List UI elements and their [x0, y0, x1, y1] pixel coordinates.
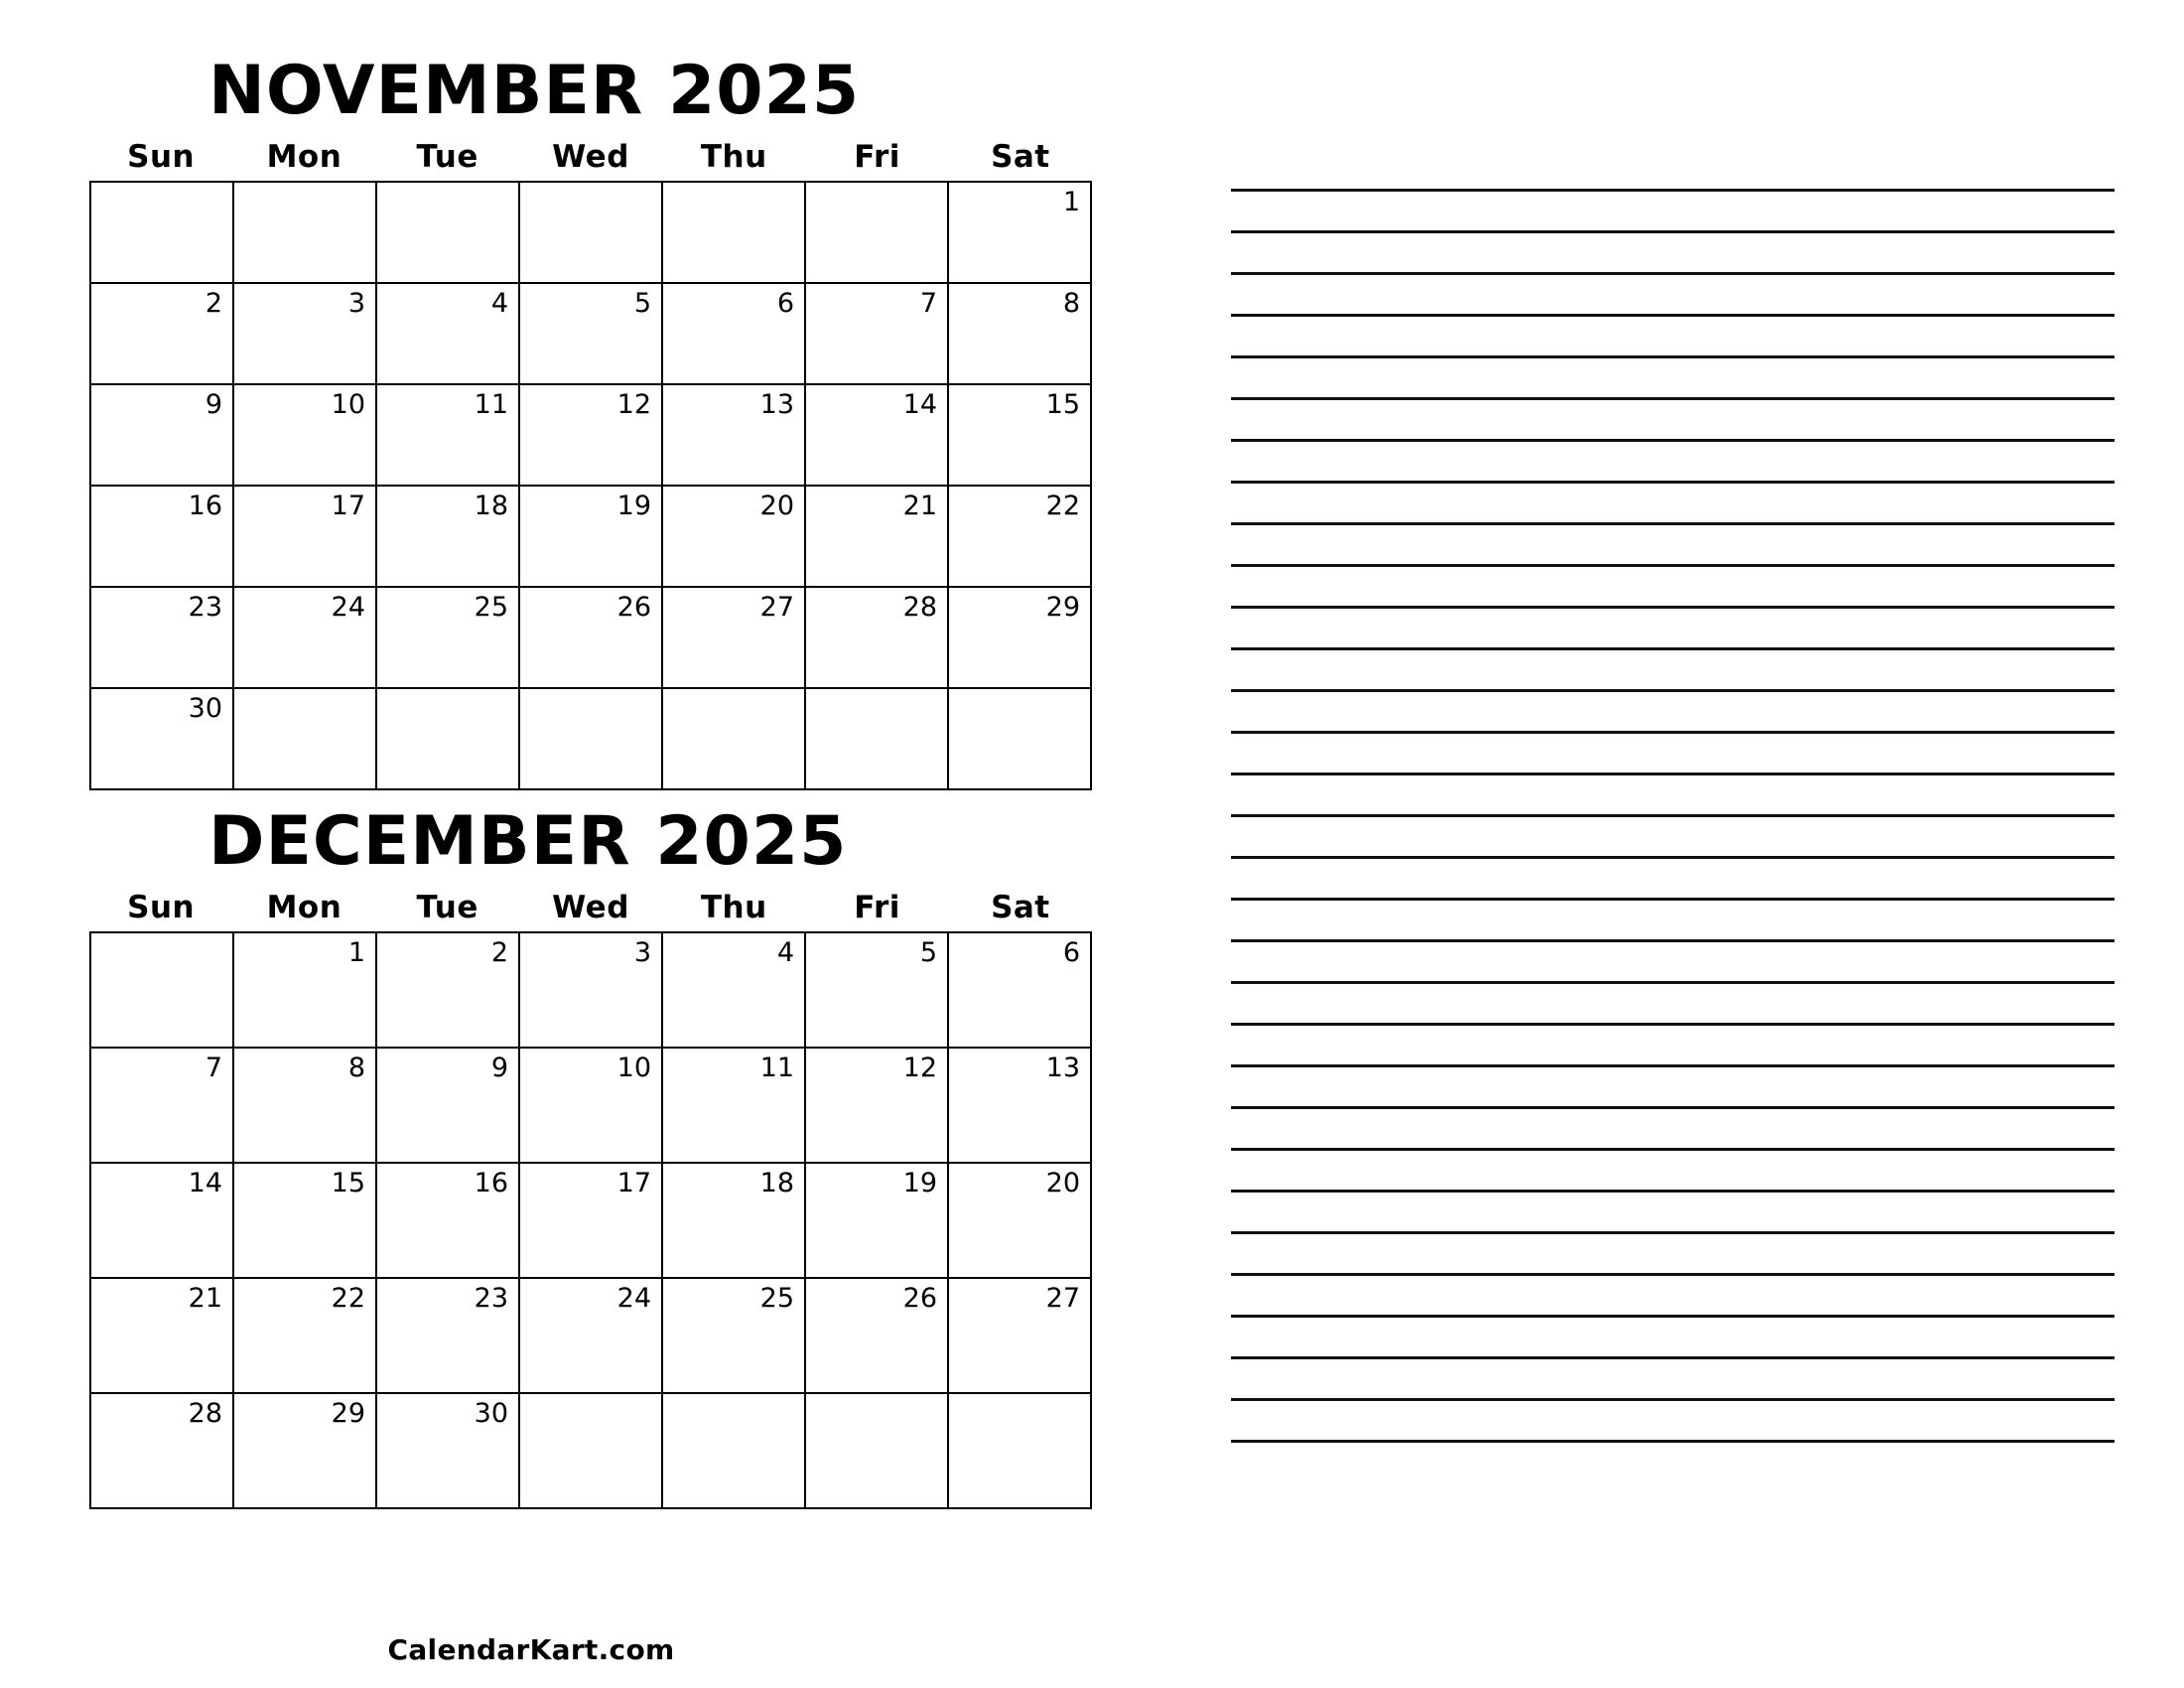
day-number: 14 [188, 1168, 222, 1198]
weekday-fri: Fri [854, 890, 900, 925]
note-line [1231, 1398, 2115, 1401]
note-line [1231, 689, 2115, 692]
day-number: 26 [902, 1283, 937, 1314]
day-number: 8 [347, 1053, 365, 1083]
day-number: 5 [633, 288, 651, 319]
day-number: 18 [474, 491, 508, 521]
calendar-day-cell [377, 588, 520, 689]
note-line [1231, 439, 2115, 442]
day-number: 20 [759, 491, 794, 521]
calendar-day-cell [520, 588, 663, 689]
calendar-day-cell [520, 284, 663, 385]
day-number: 15 [1045, 389, 1080, 420]
calendar-empty-cell [377, 689, 520, 790]
calendar-empty-cell [234, 689, 377, 790]
calendar-day-cell [234, 1164, 377, 1279]
day-number: 24 [616, 1283, 651, 1314]
calendar-day-cell [91, 284, 234, 385]
day-number: 2 [490, 937, 508, 968]
day-number: 16 [188, 491, 222, 521]
calendar-empty-cell [663, 183, 806, 284]
calendar-day-cell [806, 1164, 949, 1279]
day-number: 6 [776, 288, 794, 319]
weekday-tue: Tue [416, 890, 478, 925]
day-number: 25 [759, 1283, 794, 1314]
day-number: 19 [616, 491, 651, 521]
day-number: 4 [490, 288, 508, 319]
calendar-empty-cell [234, 183, 377, 284]
calendar-day-cell [806, 487, 949, 588]
calendar-day-cell [234, 1394, 377, 1509]
note-line [1231, 522, 2115, 525]
calendar-day-cell [949, 284, 1092, 385]
calendar-day-cell [234, 588, 377, 689]
weekday-wed: Wed [552, 890, 629, 925]
day-number: 13 [759, 389, 794, 420]
calendar-day-cell [377, 284, 520, 385]
day-number: 2 [205, 288, 222, 319]
weekday-sun: Sun [127, 139, 196, 175]
day-number: 1 [347, 937, 365, 968]
note-line [1231, 773, 2115, 775]
note-line [1231, 230, 2115, 233]
calendar-day-cell [663, 1164, 806, 1279]
calendar-day-cell [377, 1164, 520, 1279]
note-line [1231, 1231, 2115, 1234]
day-number: 9 [205, 389, 222, 420]
day-number: 7 [205, 1053, 222, 1083]
day-number: 26 [616, 592, 651, 623]
day-number: 12 [616, 389, 651, 420]
day-number: 11 [759, 1053, 794, 1083]
calendar-day-cell [520, 933, 663, 1049]
calendar-day-cell [806, 385, 949, 487]
day-number: 8 [1062, 288, 1080, 319]
note-line [1231, 1106, 2115, 1109]
calendar-empty-cell [663, 1394, 806, 1509]
note-line [1231, 1273, 2115, 1276]
day-number: 9 [490, 1053, 508, 1083]
day-number: 16 [474, 1168, 508, 1198]
day-number: 28 [188, 1398, 222, 1429]
month-title-november: NOVEMBER 2025 [208, 52, 861, 130]
note-line [1231, 355, 2115, 358]
weekday-header-row-december [60, 890, 1122, 925]
calendar-day-cell [377, 1394, 520, 1509]
calendar-empty-cell [377, 183, 520, 284]
day-number: 30 [474, 1398, 508, 1429]
day-number: 4 [776, 937, 794, 968]
calendar-column [60, 40, 1122, 1688]
day-number: 23 [188, 592, 222, 623]
calendar-empty-cell [806, 1394, 949, 1509]
weekday-wed: Wed [552, 139, 629, 175]
month-block-november [60, 40, 1122, 790]
calendar-day-cell [377, 1279, 520, 1394]
calendar-empty-cell [806, 689, 949, 790]
day-number: 29 [1045, 592, 1080, 623]
day-number: 12 [902, 1053, 937, 1083]
calendar-day-cell [949, 487, 1092, 588]
calendar-day-cell [663, 1049, 806, 1164]
note-line [1231, 314, 2115, 317]
calendar-day-cell [91, 1049, 234, 1164]
calendar-day-cell [520, 385, 663, 487]
calendar-day-cell [949, 1049, 1092, 1164]
day-number: 10 [616, 1053, 651, 1083]
calendar-day-cell [520, 487, 663, 588]
day-number: 3 [633, 937, 651, 968]
note-line [1231, 189, 2115, 192]
calendar-day-cell [234, 487, 377, 588]
day-number: 21 [902, 491, 937, 521]
calendar-empty-cell [91, 933, 234, 1049]
calendar-day-cell [520, 1279, 663, 1394]
calendar-day-cell [949, 933, 1092, 1049]
month-block-december [60, 790, 1122, 1509]
calendar-day-cell [806, 1049, 949, 1164]
calendar-empty-cell [91, 183, 234, 284]
calendar-empty-cell [806, 183, 949, 284]
calendar-day-cell [91, 385, 234, 487]
note-line [1231, 606, 2115, 609]
note-line [1231, 1148, 2115, 1151]
calendar-day-cell [234, 1279, 377, 1394]
note-line [1231, 397, 2115, 400]
calendar-day-cell [806, 284, 949, 385]
calendar-grid-november [89, 181, 1092, 790]
calendar-day-cell [806, 588, 949, 689]
calendar-day-cell [949, 1164, 1092, 1279]
calendar-empty-cell [520, 1394, 663, 1509]
day-number: 10 [331, 389, 365, 420]
day-number: 24 [331, 592, 365, 623]
calendar-day-cell [949, 1279, 1092, 1394]
day-number: 22 [331, 1283, 365, 1314]
weekday-mon: Mon [266, 139, 342, 175]
day-number: 7 [919, 288, 937, 319]
day-number: 27 [1045, 1283, 1080, 1314]
day-number: 25 [474, 592, 508, 623]
month-title-december: DECEMBER 2025 [208, 802, 848, 881]
weekday-thu: Thu [700, 890, 767, 925]
notes-lines-area [1231, 189, 2115, 1688]
calendar-day-cell [91, 689, 234, 790]
calendar-day-cell [663, 588, 806, 689]
calendar-grid-december [89, 931, 1092, 1509]
calendar-day-cell [377, 385, 520, 487]
note-line [1231, 564, 2115, 567]
calendar-day-cell [377, 1049, 520, 1164]
calendar-day-cell [234, 385, 377, 487]
note-line [1231, 939, 2115, 942]
weekday-sat: Sat [991, 139, 1050, 175]
calendar-day-cell [520, 1049, 663, 1164]
calendar-day-cell [377, 487, 520, 588]
calendar-day-cell [91, 588, 234, 689]
day-number: 11 [474, 389, 508, 420]
calendar-day-cell [949, 385, 1092, 487]
day-number: 19 [902, 1168, 937, 1198]
day-number: 14 [902, 389, 937, 420]
day-number: 28 [902, 592, 937, 623]
note-line [1231, 1356, 2115, 1359]
day-number: 23 [474, 1283, 508, 1314]
note-line [1231, 856, 2115, 859]
day-number: 17 [331, 491, 365, 521]
weekday-header-row-november [60, 139, 1122, 175]
calendar-day-cell [234, 1049, 377, 1164]
day-number: 20 [1045, 1168, 1080, 1198]
day-number: 27 [759, 592, 794, 623]
calendar-day-cell [949, 588, 1092, 689]
note-line [1231, 981, 2115, 984]
weekday-sat: Sat [991, 890, 1050, 925]
day-number: 30 [188, 693, 222, 724]
day-number: 1 [1062, 187, 1080, 217]
calendar-day-cell [91, 1394, 234, 1509]
calendar-empty-cell [949, 1394, 1092, 1509]
note-line [1231, 731, 2115, 734]
calendar-day-cell [806, 1279, 949, 1394]
day-number: 18 [759, 1168, 794, 1198]
note-line [1231, 1190, 2115, 1193]
site-credit: CalendarKart.com [387, 1633, 675, 1666]
calendar-empty-cell [663, 689, 806, 790]
weekday-tue: Tue [416, 139, 478, 175]
day-number: 5 [919, 937, 937, 968]
day-number: 13 [1045, 1053, 1080, 1083]
calendar-day-cell [663, 1279, 806, 1394]
calendar-empty-cell [949, 689, 1092, 790]
note-line [1231, 1064, 2115, 1067]
calendar-day-cell [663, 933, 806, 1049]
calendar-day-cell [520, 1164, 663, 1279]
note-line [1231, 272, 2115, 275]
weekday-fri: Fri [854, 139, 900, 175]
note-line [1231, 1023, 2115, 1026]
note-line [1231, 898, 2115, 901]
calendar-day-cell [663, 487, 806, 588]
day-number: 21 [188, 1283, 222, 1314]
weekday-mon: Mon [266, 890, 342, 925]
day-number: 6 [1062, 937, 1080, 968]
day-number: 22 [1045, 491, 1080, 521]
calendar-day-cell [91, 1279, 234, 1394]
calendar-day-cell [91, 1164, 234, 1279]
calendar-day-cell [663, 385, 806, 487]
note-line [1231, 481, 2115, 484]
day-number: 17 [616, 1168, 651, 1198]
calendar-empty-cell [520, 689, 663, 790]
calendar-day-cell [234, 933, 377, 1049]
calendar-day-cell [949, 183, 1092, 284]
calendar-day-cell [377, 933, 520, 1049]
day-number: 3 [347, 288, 365, 319]
note-line [1231, 814, 2115, 817]
calendar-day-cell [806, 933, 949, 1049]
day-number: 29 [331, 1398, 365, 1429]
calendar-empty-cell [520, 183, 663, 284]
day-number: 15 [331, 1168, 365, 1198]
note-line [1231, 647, 2115, 650]
calendar-day-cell [91, 487, 234, 588]
calendar-day-cell [234, 284, 377, 385]
weekday-sun: Sun [127, 890, 196, 925]
note-line [1231, 1315, 2115, 1318]
calendar-day-cell [663, 284, 806, 385]
weekday-thu: Thu [700, 139, 767, 175]
note-line [1231, 1440, 2115, 1443]
